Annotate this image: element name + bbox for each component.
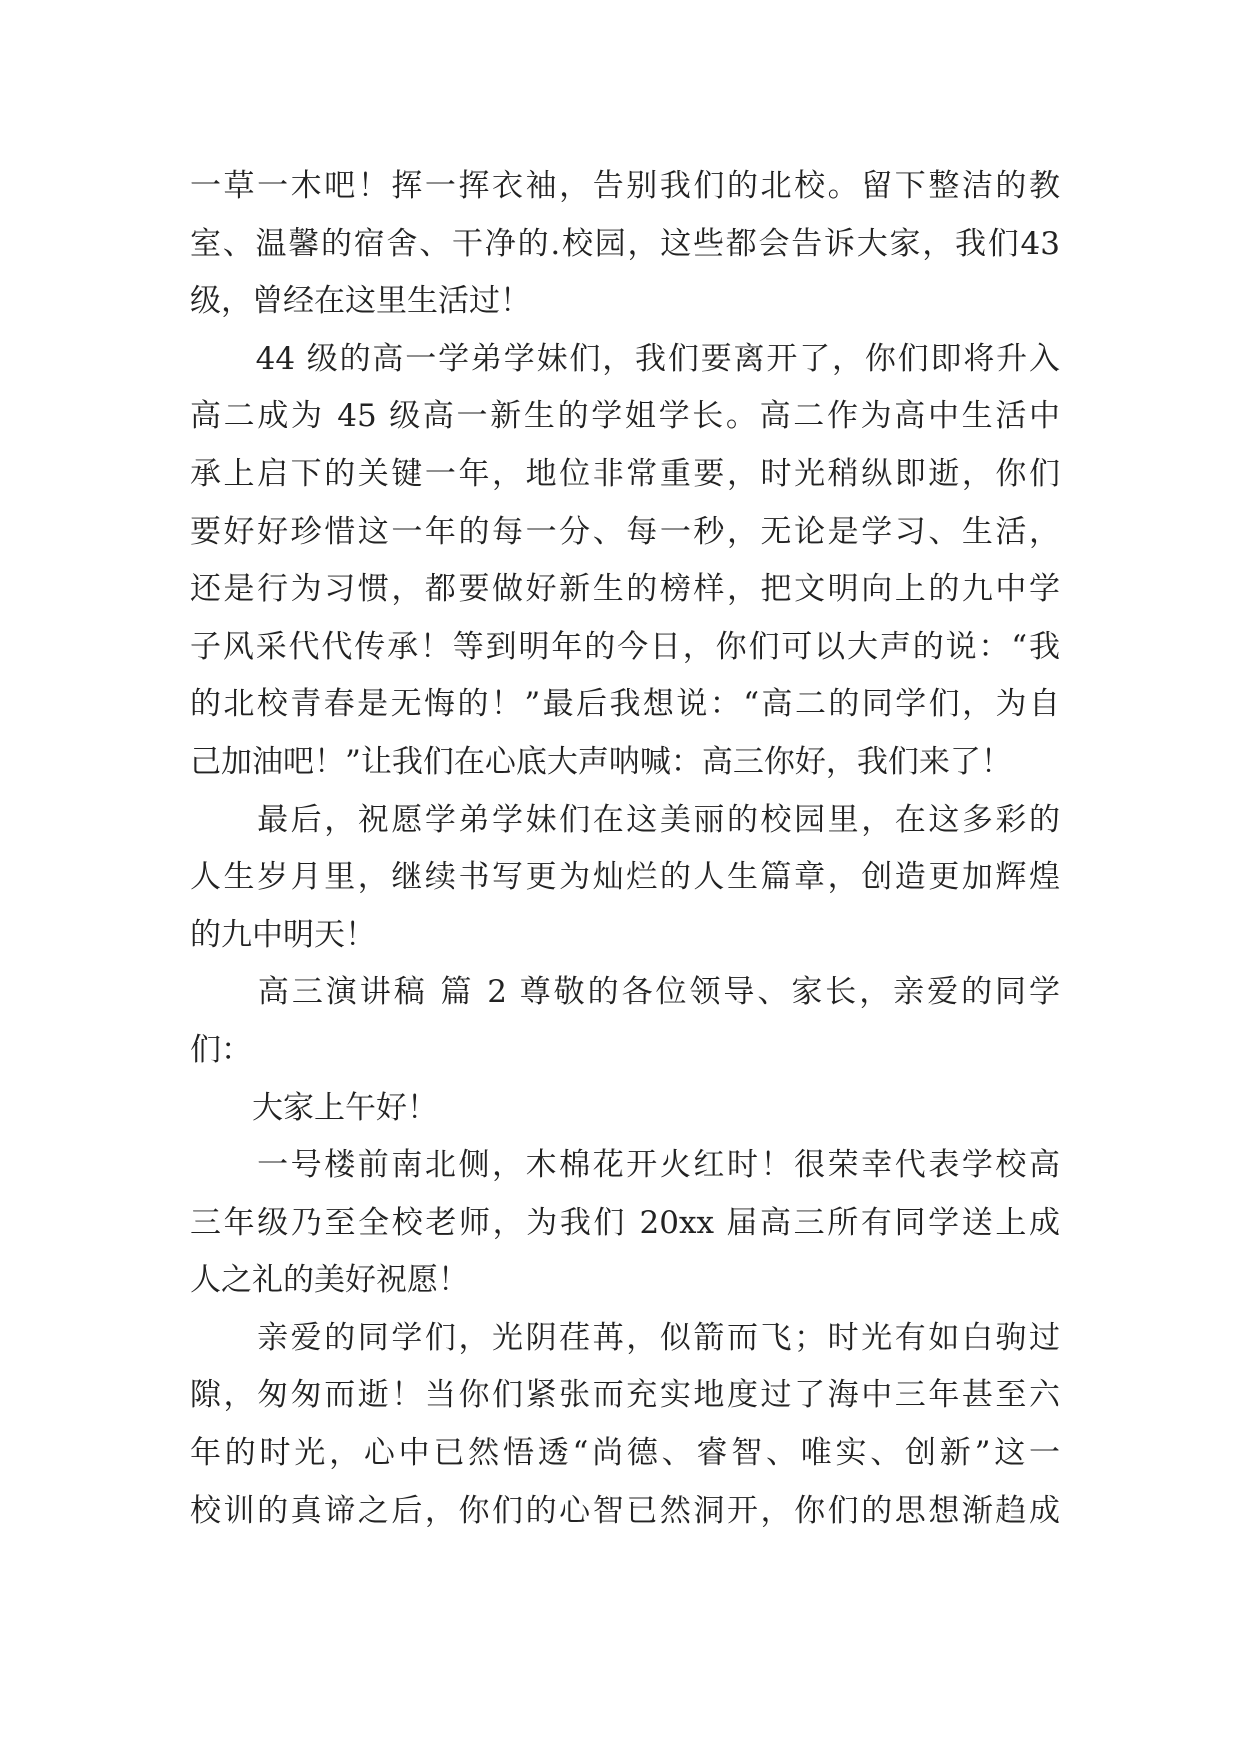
text-line: 隙，匆匆而逝！当你们紧张而充实地度过了海中三年甚至六 [190, 1377, 1060, 1414]
text-line: 大家上午好！ [190, 1089, 438, 1126]
paragraph [190, 158, 1060, 331]
paragraph [190, 964, 1060, 1079]
text-line: 们： [190, 1031, 252, 1068]
paragraph [190, 1137, 1060, 1310]
text-line: 亲爱的同学们，光阴荏苒，似箭而飞；时光有如白驹过 [190, 1319, 1060, 1356]
document-body [190, 158, 1060, 1540]
paragraph [190, 331, 1060, 792]
text-line: 年的时光，心中已然悟透“尚德、睿智、唯实、创新”这一 [190, 1435, 1060, 1472]
paragraph [190, 1080, 1060, 1138]
paragraph [190, 792, 1060, 965]
text-line: 人生岁月里，继续书写更为灿烂的人生篇章，创造更加辉煌 [190, 859, 1060, 896]
text-line: 己加油吧！”让我们在心底大声呐喊：高三你好，我们来了！ [190, 743, 1012, 780]
text-line: 还是行为习惯，都要做好新生的榜样，把文明向上的九中学 [190, 571, 1060, 608]
text-line: 人之礼的美好祝愿！ [190, 1262, 469, 1299]
text-line: 子风采代代传承！等到明年的今日，你们可以大声的说：“我 [190, 628, 1060, 665]
text-line: 高三演讲稿 篇 2 尊敬的各位领导、家长，亲爱的同学 [190, 974, 1060, 1011]
paragraph [190, 1310, 1060, 1540]
text-line: 室、温馨的宿舍、干净的.校园，这些都会告诉大家，我们43 [190, 225, 1060, 262]
text-line: 最后，祝愿学弟学妹们在这美丽的校园里，在这多彩的 [190, 801, 1060, 838]
text-line: 三年级乃至全校老师，为我们 20xx 届高三所有同学送上成 [190, 1204, 1060, 1241]
text-line: 的北校青春是无悔的！”最后我想说：“高二的同学们，为自 [190, 686, 1060, 723]
text-line: 要好好珍惜这一年的每一分、每一秒，无论是学习、生活， [190, 513, 1060, 550]
text-line: 的九中明天！ [190, 916, 376, 953]
text-line: 一草一木吧！挥一挥衣袖，告别我们的北校。留下整洁的教 [190, 168, 1060, 204]
text-line: 一号楼前南北侧，木棉花开火红时！很荣幸代表学校高 [190, 1147, 1060, 1184]
text-line: 级，曾经在这里生活过！ [190, 283, 531, 320]
text-line: 承上启下的关键一年，地位非常重要，时光稍纵即逝，你们 [190, 455, 1060, 492]
text-line: 高二成为 45 级高一新生的学姐学长。高二作为高中生活中 [190, 398, 1060, 435]
text-line: 校训的真谛之后，你们的心智已然洞开，你们的思想渐趋成 [190, 1492, 1060, 1529]
text-line: 44 级的高一学弟学妹们，我们要离开了，你们即将升入 [190, 340, 1060, 377]
